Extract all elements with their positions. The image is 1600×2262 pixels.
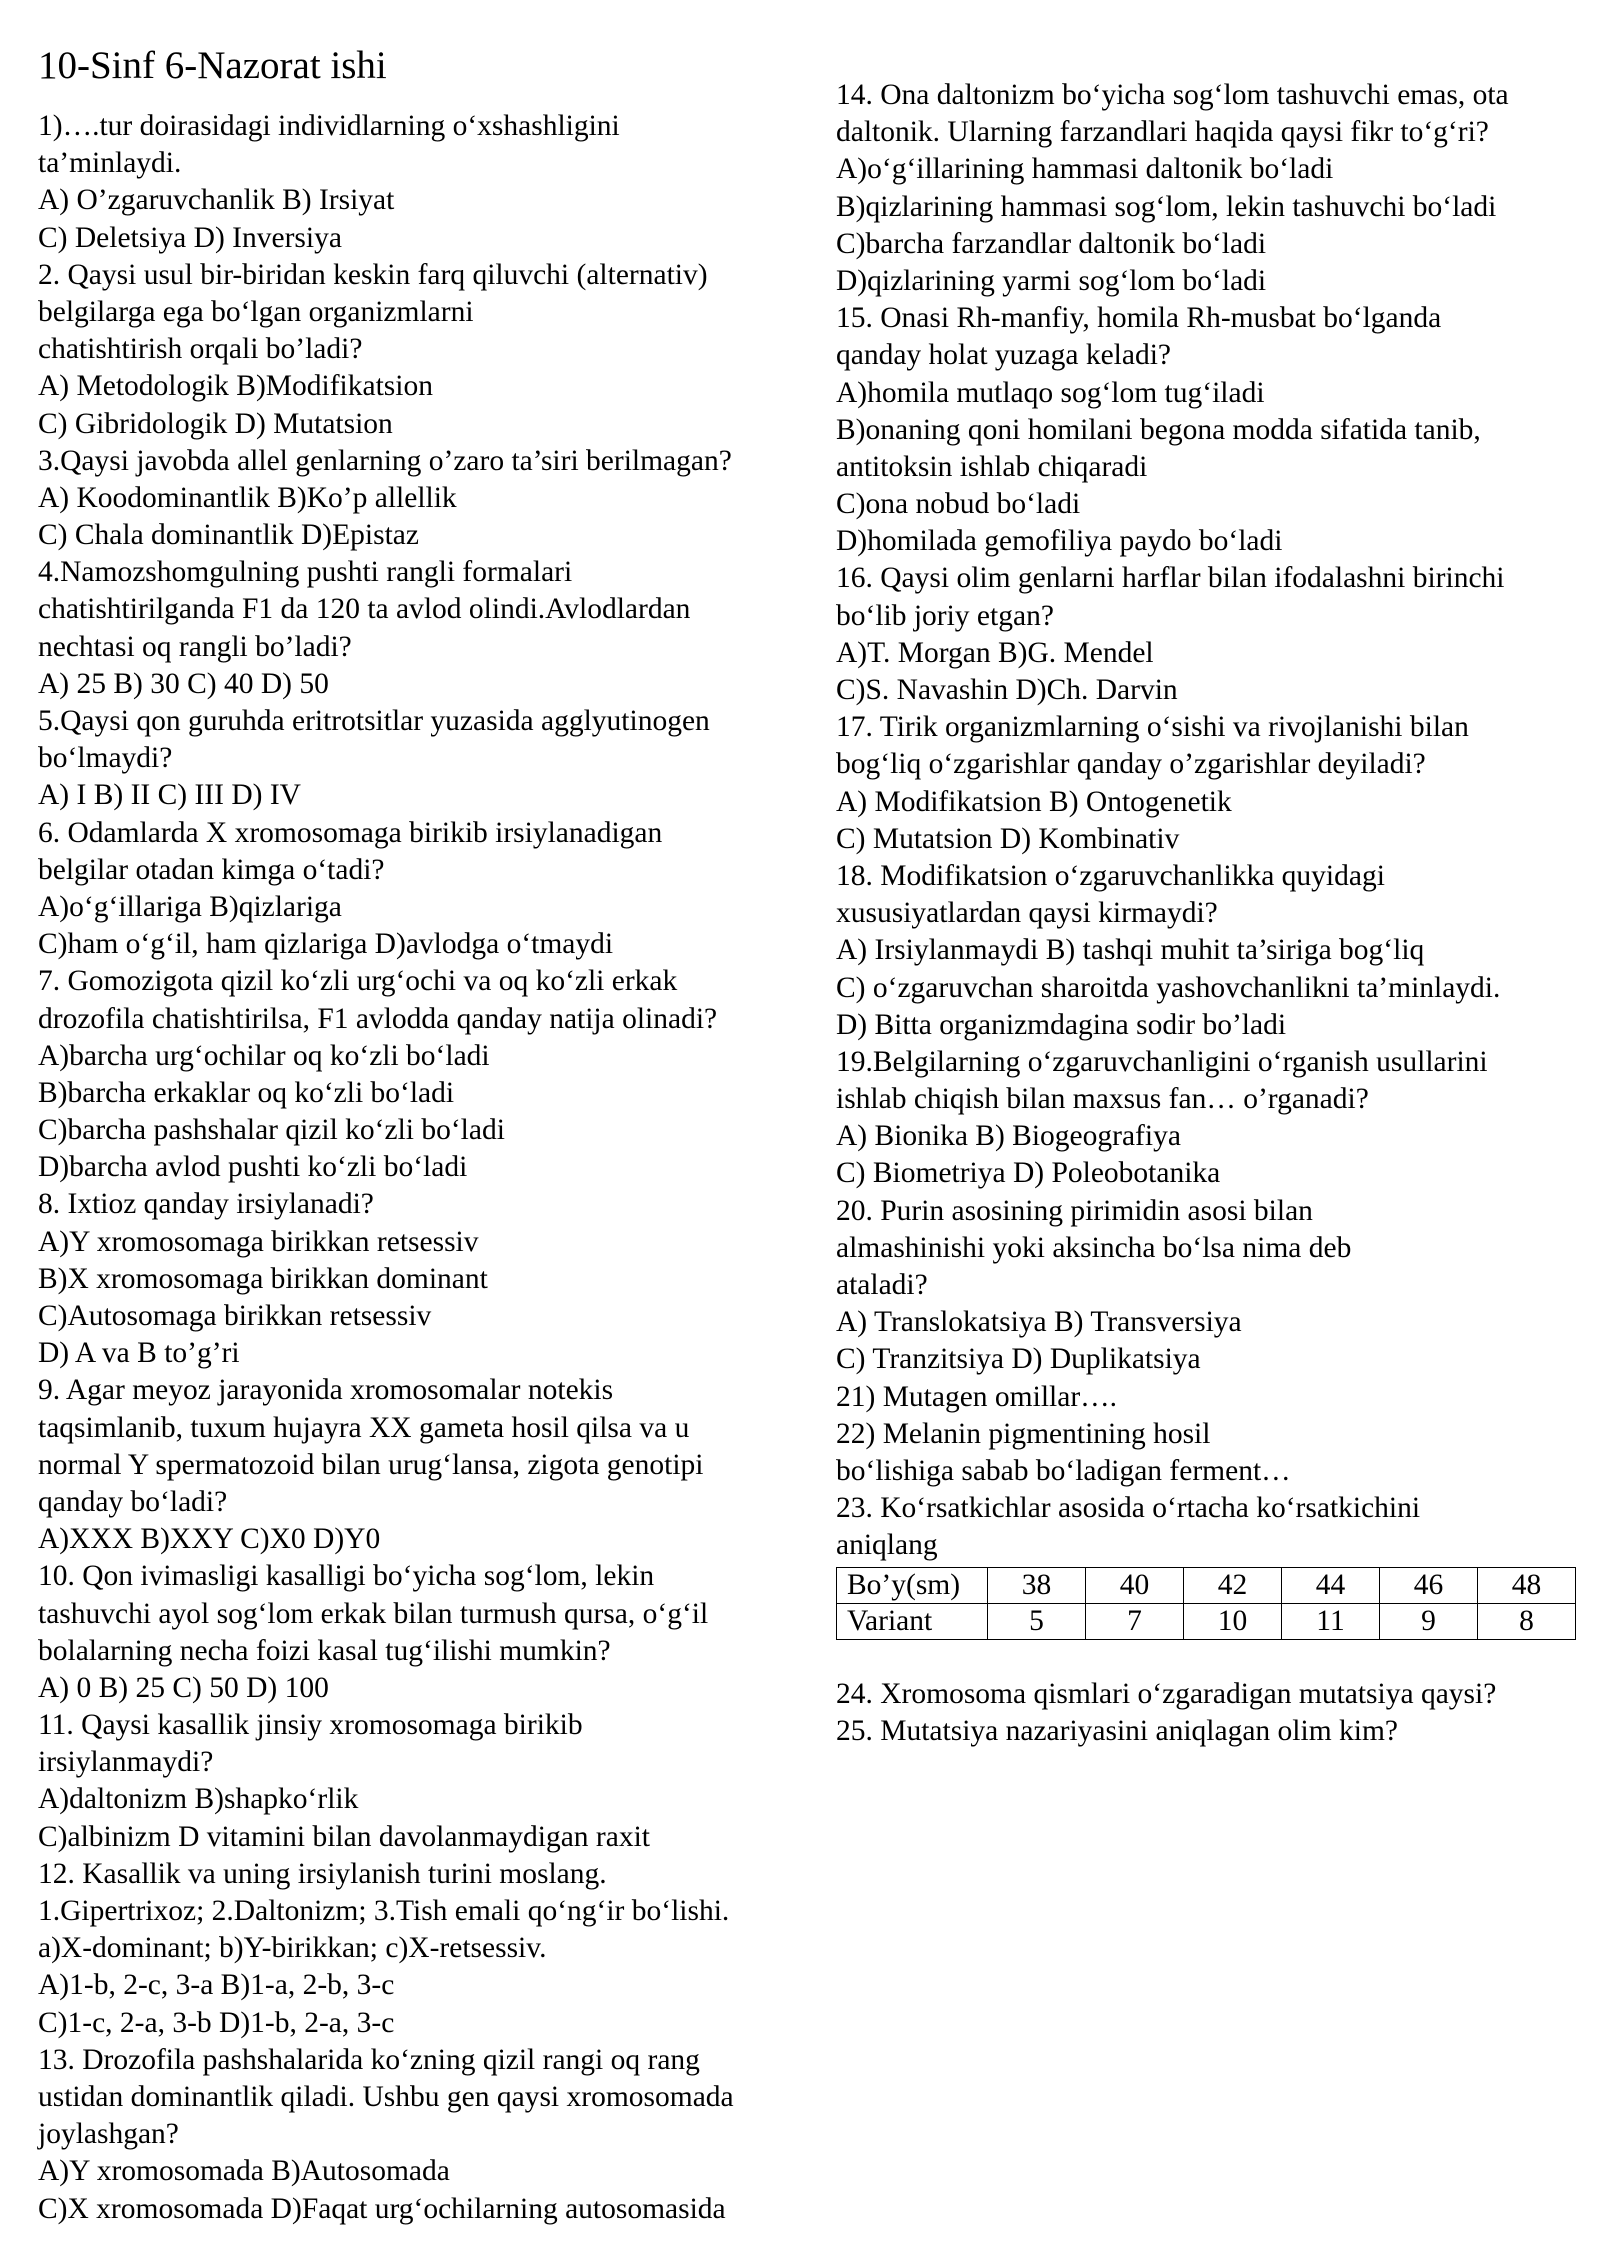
text-line: D)qizlarining yarmi sog‘lom bo‘ladi — [836, 264, 1267, 297]
text-line: A) Modifikatsion B) Ontogenetik — [836, 785, 1232, 818]
table-cell: 5 — [988, 1603, 1086, 1639]
text-line: 3.Qaysi javobda allel genlarning o’zaro ta’siri berilmagan? — [38, 444, 732, 477]
text-line: C) Deletsiya D) Inversiya — [38, 221, 342, 254]
text-line: B)X xromosomaga birikkan dominant — [38, 1262, 488, 1295]
text-line: bolalarning necha foizi kasal tug‘ilishi mumkin? — [38, 1634, 611, 1667]
text-line: xususiyatlardan qaysi kirmaydi? — [836, 897, 1218, 930]
text-line: qanday holat yuzaga keladi? — [836, 339, 1172, 372]
text-line: C)S. Navashin D)Ch. Darvin — [836, 674, 1178, 706]
text-line: bog‘liq o‘zgarishlar qanday o’zgarishlar deyiladi? — [836, 748, 1426, 781]
text-line: 12. Kasallik va uning irsiylanish turini moslang. — [38, 1857, 607, 1890]
text-line: 1)….tur doirasidagi individlarning o‘xshashligini — [38, 110, 620, 142]
text-line: ishlab chiqish bilan maxsus fan… o’rganadi? — [836, 1083, 1369, 1116]
text-line: 2. Qaysi usul bir-biridan keskin farq qiluvchi (alternativ) — [38, 258, 708, 291]
text-line: A)XXX B)XXY C)X0 D)Y0 — [38, 1523, 381, 1556]
text-line: A) 0 B) 25 C) 50 D) 100 — [38, 1671, 329, 1704]
table-row — [837, 1603, 1576, 1639]
text-line: 6. Odamlarda X xromosomaga birikib irsiylanadigan — [38, 816, 663, 849]
text-line: ta’minlaydi. — [38, 147, 182, 180]
text-line: A) Metodologik B)Modifikatsion — [38, 370, 433, 403]
table-cell: 9 — [1380, 1603, 1478, 1639]
text-line: C)barcha farzandlar daltonik bo‘ladi — [836, 227, 1267, 260]
text-line: A)1-b, 2-c, 3-a B)1-a, 2-b, 3-c — [38, 1969, 395, 2002]
table-cell: 7 — [1086, 1603, 1184, 1639]
text-line: 11. Qaysi kasallik jinsiy xromosomaga birikib — [38, 1709, 583, 1742]
text-line: A)T. Morgan B)G. Mendel — [836, 636, 1154, 669]
text-line: C)barcha pashshalar qizil ko‘zli bo‘ladi — [38, 1114, 505, 1147]
text-line: 22) Melanin pigmentining hosil — [836, 1417, 1211, 1450]
text-line: ustidan dominantlik qiladi. Ushbu gen qaysi xromosomada — [38, 2080, 734, 2113]
frequency-table — [836, 1567, 1576, 1640]
text-line: C)ham o‘g‘il, ham qizlariga D)avlodga o‘tmaydi — [38, 928, 614, 961]
text-line: A)Y xromosomada B)Autosomada — [38, 2155, 450, 2188]
text-line: A) Bionika B) Biogeografiya — [836, 1120, 1181, 1153]
right-final-questions — [836, 1676, 1576, 1750]
text-line: C) Mutatsion D) Kombinativ — [836, 822, 1180, 855]
table-cell: 46 — [1380, 1567, 1478, 1603]
text-line: nechtasi oq rangli bo’ladi? — [38, 630, 352, 663]
table-cell: 42 — [1184, 1567, 1282, 1603]
text-line: 16. Qaysi olim genlarni harflar bilan ifodalashni birinchi — [836, 562, 1505, 595]
table-cell: 44 — [1282, 1567, 1380, 1603]
text-line: irsiylanmaydi? — [38, 1746, 214, 1779]
text-line: 10. Qon ivimasligi kasalligi bo‘yicha sog‘lom, lekin — [38, 1560, 655, 1593]
text-line: 18. Modifikatsion o‘zgaruvchanlikka quyidagi — [836, 859, 1385, 892]
text-line: tashuvchi ayol sog‘lom erkak bilan turmush qursa, o‘g‘il — [38, 1597, 709, 1630]
table-cell: 8 — [1478, 1603, 1576, 1639]
text-line: 5.Qaysi qon guruhda eritrotsitlar yuzasida agglyutinogen — [38, 705, 710, 737]
page-title: 10-Sinf 6-Nazorat ishi — [38, 44, 387, 87]
text-line: B)onaning qoni homilani begona modda sifatida tanib, — [836, 413, 1481, 446]
table-cell: 38 — [988, 1567, 1086, 1603]
table-cell: 10 — [1184, 1603, 1282, 1639]
text-line: C)1-c, 2-a, 3-b D)1-b, 2-a, 3-c — [38, 2006, 395, 2039]
text-line: A)homila mutlaqo sog‘lom tug‘iladi — [836, 376, 1265, 409]
text-line: 7. Gomozigota qizil ko‘zli urg‘ochi va oq ko‘zli erkak — [38, 965, 678, 998]
right-questions — [836, 77, 1576, 1565]
text-line: chatishtirilganda F1 da 120 ta avlod olindi.Avlodlardan — [38, 593, 691, 626]
text-line: 23. Ko‘rsatkichlar asosida o‘rtacha ko‘rsatkichini — [836, 1492, 1421, 1525]
text-line: A)o‘g‘illariga B)qizlariga — [38, 890, 342, 923]
text-line: drozofila chatishtirilsa, F1 avlodda qanday natija olinadi? — [38, 1002, 718, 1035]
text-line: belgilarga ega bo‘lgan organizmlarni — [38, 295, 474, 328]
text-line: A) I B) II C) III D) IV — [38, 779, 301, 812]
text-line: chatishtirish orqali bo’ladi? — [38, 333, 363, 366]
table-cell: 11 — [1282, 1603, 1380, 1639]
text-line: C) Gibridologik D) Mutatsion — [38, 407, 393, 440]
text-line: A) O’zgaruvchanlik B) Irsiyat — [38, 184, 395, 217]
text-line: 17. Tirik organizmlarning o‘sishi va rivojlanishi bilan — [836, 711, 1469, 744]
text-line: qanday bo‘ladi? — [38, 1485, 228, 1518]
text-line: 25. Mutatsiya nazariyasini aniqlagan olim kim? — [836, 1714, 1398, 1747]
left-column — [38, 108, 828, 2228]
text-line: A)barcha urg‘ochilar oq ko‘zli bo‘ladi — [38, 1039, 490, 1072]
text-line: bo‘lib joriy etgan? — [836, 599, 1054, 632]
text-line: A)Y xromosomaga birikkan retsessiv — [38, 1225, 479, 1258]
text-line: 13. Drozofila pashshalarida ko‘zning qizil rangi oq rang — [38, 2043, 700, 2076]
text-line: C)albinizm D vitamini bilan davolanmaydigan raxit — [38, 1820, 650, 1853]
text-line: antitoksin ishlab chiqaradi — [836, 450, 1148, 483]
text-line: A) Koodominantlik B)Ko’p allellik — [38, 481, 457, 514]
text-line: B)qizlarining hammasi sog‘lom, lekin tashuvchi bo‘ladi — [836, 190, 1497, 223]
text-line: A) Irsiylanmaydi B) tashqi muhit ta’siriga bog‘liq — [836, 934, 1425, 967]
text-line: bo‘lmaydi? — [38, 742, 173, 775]
text-line: A)o‘g‘illarining hammasi daltonik bo‘ladi — [836, 153, 1334, 186]
text-line: 9. Agar meyoz jarayonida xromosomalar notekis — [38, 1374, 614, 1407]
text-line: bo‘lishiga sabab bo‘ladigan ferment… — [836, 1454, 1291, 1487]
table-row — [837, 1567, 1576, 1603]
text-line: C) Tranzitsiya D) Duplikatsiya — [836, 1343, 1201, 1376]
text-line: A)daltonizm B)shapko‘rlik — [38, 1783, 359, 1816]
text-line: D)homilada gemofiliya paydo bo‘ladi — [836, 525, 1283, 558]
text-line: 20. Purin asosining pirimidin asosi bilan — [836, 1194, 1313, 1227]
text-line: C) Biometriya D) Poleobotanika — [836, 1157, 1221, 1190]
text-line: C)X xromosomada D)Faqat urg‘ochilarning autosomasida — [38, 2192, 726, 2225]
text-line: B)barcha erkaklar oq ko‘zli bo‘ladi — [38, 1076, 455, 1109]
text-line: belgilar otadan kimga o‘tadi? — [38, 853, 385, 886]
text-line: 8. Ixtioz qanday irsiylanadi? — [38, 1188, 374, 1221]
text-line: D) Bitta organizmdagina sodir bo’ladi — [836, 1008, 1287, 1041]
text-line: A) 25 B) 30 C) 40 D) 50 — [38, 667, 329, 700]
text-line: A) Translokatsiya B) Transversiya — [836, 1306, 1242, 1339]
text-line: 24. Xromosoma qismlari o‘zgaradigan mutatsiya qaysi? — [836, 1677, 1497, 1710]
text-line: aniqlang — [836, 1529, 938, 1562]
text-line: 19.Belgilarning o‘zgaruvchanligini o‘rganish usullarini — [836, 1045, 1488, 1078]
text-line: taqsimlanib, tuxum hujayra XX gameta hosil qilsa va u — [38, 1411, 690, 1444]
text-line: 15. Onasi Rh-manfiy, homila Rh-musbat bo‘lganda — [836, 302, 1442, 335]
text-line: a)X-dominant; b)Y-birikkan; c)X-retsessiv. — [38, 1932, 547, 1965]
text-line: 1.Gipertrixoz; 2.Daltonizm; 3.Tish emali qo‘ng‘ir bo‘lishi. — [38, 1895, 730, 1927]
text-line: C) Chala dominantlik D)Epistaz — [38, 519, 419, 552]
row-label: Variant — [837, 1603, 988, 1639]
text-line: C)ona nobud bo‘ladi — [836, 488, 1081, 521]
text-line: 21) Mutagen omillar…. — [836, 1380, 1118, 1413]
text-line: normal Y spermatozoid bilan urug‘lansa, zigota genotipi — [38, 1448, 704, 1481]
text-line: C) o‘zgaruvchan sharoitda yashovchanlikni ta’minlaydi. — [836, 971, 1501, 1004]
text-line: 4.Namozshomgulning pushti rangli formalari — [38, 556, 573, 589]
text-line: 14. Ona daltonizm bo‘yicha sog‘lom tashuvchi emas, ota — [836, 79, 1509, 111]
text-line: D) A va B to’g’ri — [38, 1337, 240, 1370]
table-cell: 40 — [1086, 1567, 1184, 1603]
text-line: almashinishi yoki aksincha bo‘lsa nima deb — [836, 1231, 1352, 1264]
table-cell: 48 — [1478, 1567, 1576, 1603]
text-line: ataladi? — [836, 1269, 928, 1301]
right-column — [836, 77, 1576, 1750]
row-label: Bo’y(sm) — [837, 1567, 988, 1603]
text-line: daltonik. Ularning farzandlari haqida qaysi fikr to‘g‘ri? — [836, 116, 1489, 149]
text-line: C)Autosomaga birikkan retsessiv — [38, 1300, 432, 1332]
text-line: joylashgan? — [38, 2118, 179, 2151]
text-line: D)barcha avlod pushti ko‘zli bo‘ladi — [38, 1151, 468, 1184]
